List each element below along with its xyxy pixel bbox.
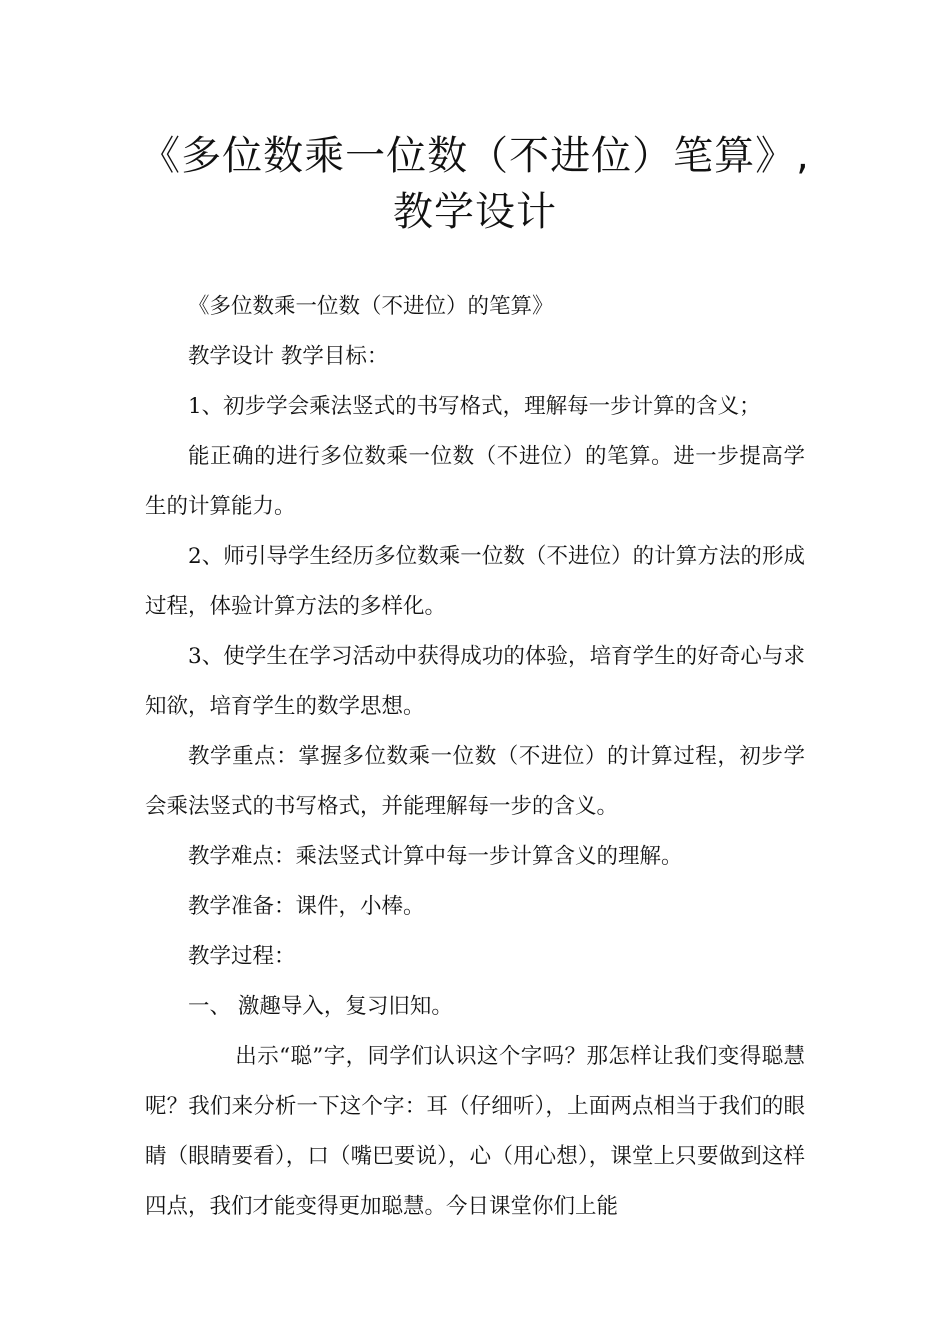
paragraph-design-objectives: 教学设计 教学目标： [188,344,389,369]
document-body [145,282,805,1232]
paragraph-lesson-name: 《多位数乘一位数（不进位）的笔算》 [188,294,554,319]
paragraph-process: 教学过程： [188,944,296,969]
paragraph-section-1-body: 出示“聪”字，同学们认识这个字吗？那怎样让我们变得聪慧呢？我们来分析一下这个字：耳（仔细听），上面两点相当于我们的眼睛（眼睛要看），口（嘴巴要说），心（用心想），课堂上只要做到这样四点，我们才能变得更加聪慧。今日课堂你们上能 [145,1044,805,1219]
paragraph-preparation: 教学准备：课件，小棒。 [188,894,425,919]
paragraph-key-points: 教学重点：掌握多位数乘一位数（不进位）的计算过程，初步学会乘法竖式的书写格式，并能理解每一步的含义。 [145,744,805,819]
document-title-line-1: 《多位数乘一位数（不进位）笔算》, [140,133,810,179]
paragraph-objective-1: 1、初步学会乘法竖式的书写格式，理解每一步计算的含义； [188,394,761,419]
paragraph-objective-1-cont: 能正确的进行多位数乘一位数（不进位）的笔算。进一步提高学生的计算能力。 [145,444,805,519]
document-title-line-2: 教学设计 [393,189,557,235]
paragraph-objective-2: 2、师引导学生经历多位数乘一位数（不进位）的计算方法的形成过程，体验计算方法的多样化。 [145,544,805,619]
paragraph-section-1-heading: 一、 激趣导入，复习旧知。 [188,994,453,1019]
paragraph-objective-3: 3、使学生在学习活动中获得成功的体验，培育学生的好奇心与求知欲，培育学生的数学思想。 [145,644,805,719]
paragraph-difficulties: 教学难点：乘法竖式计算中每一步计算含义的理解。 [188,844,683,869]
